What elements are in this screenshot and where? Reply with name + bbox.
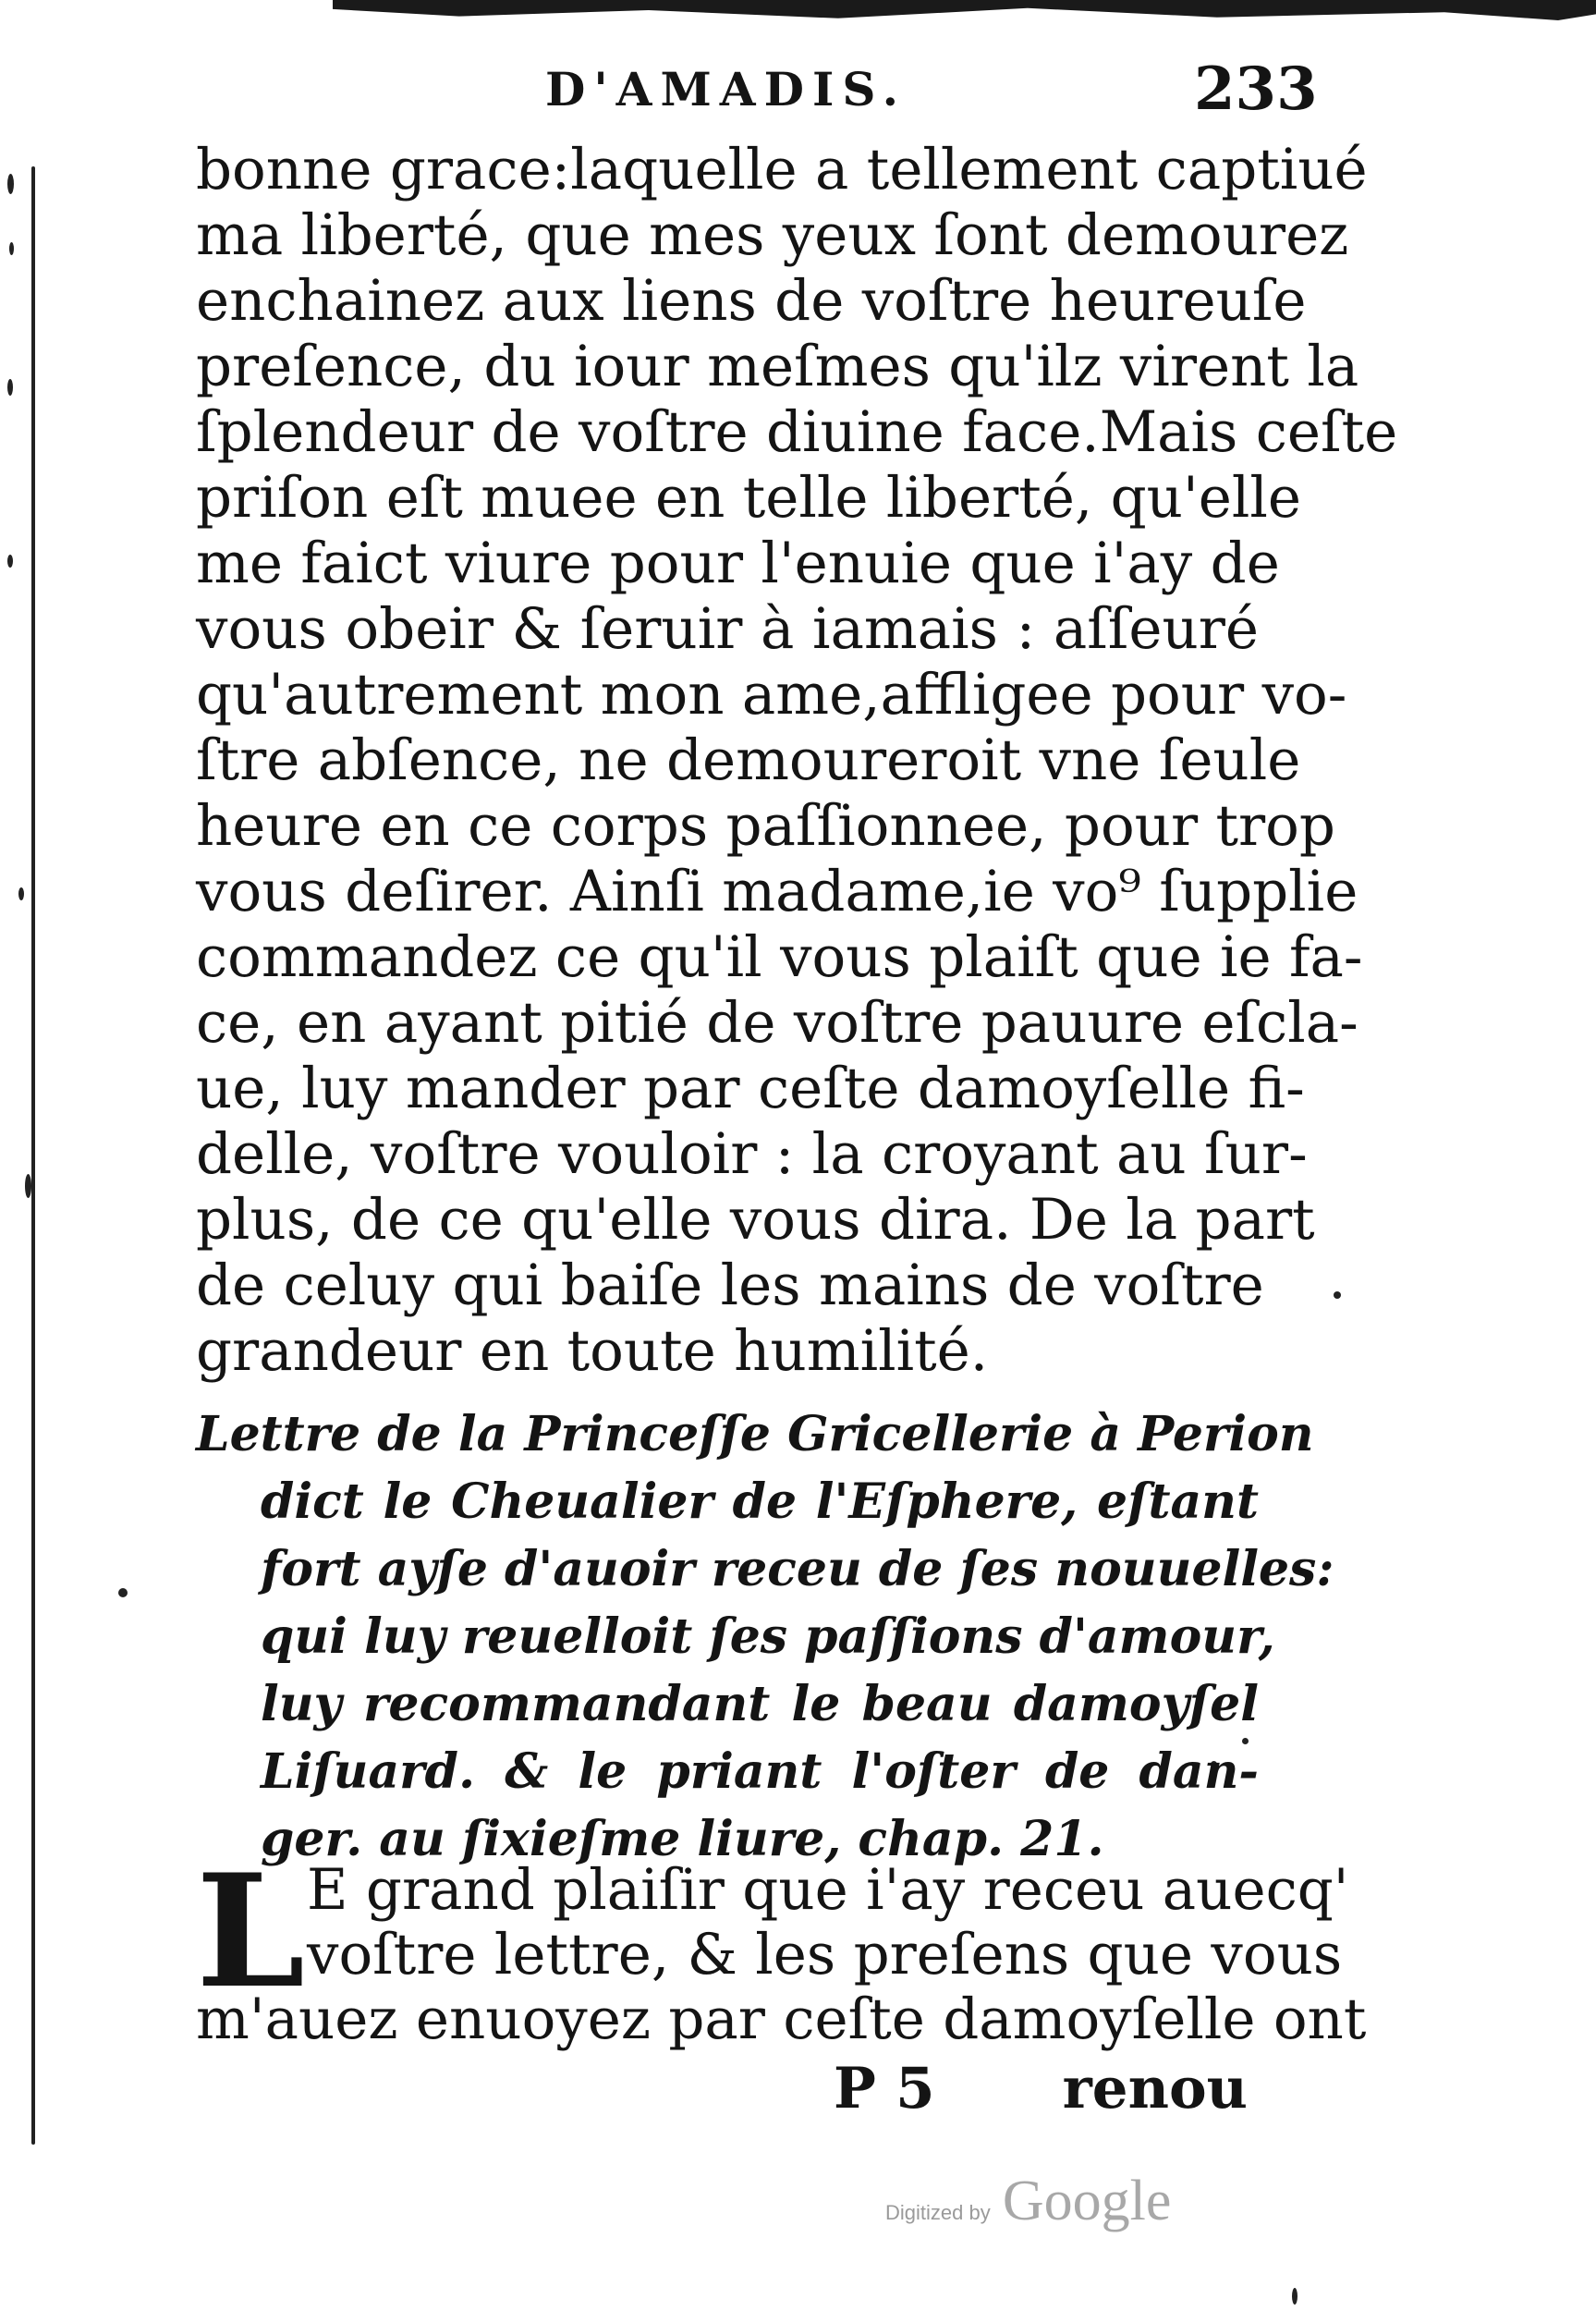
margin-speck bbox=[9, 242, 14, 255]
letter-heading bbox=[196, 1400, 1334, 1873]
running-title: D'AMADIS. bbox=[545, 62, 908, 116]
margin-speck bbox=[118, 1588, 128, 1597]
text-line: preſence, du iour meſmes qu'ilz virent la bbox=[196, 334, 1359, 399]
drop-cap: L bbox=[196, 1840, 306, 2023]
google-logo: Google bbox=[1002, 2170, 1172, 2232]
text-line: vous obeir & ſeruir à iamais : aſſeuré bbox=[196, 596, 1259, 662]
letter-body bbox=[196, 1840, 1367, 2052]
watermark-prefix: Digitized by bbox=[885, 2201, 991, 2224]
heading-line: dict le Cheualier de l'Eſphere, eſtant bbox=[261, 1473, 1259, 1530]
text-line: heure en ce corps paſſionnee, pour trop bbox=[196, 793, 1335, 859]
margin-speck bbox=[25, 1174, 31, 1198]
text-line: vous deſirer. Ainſi madame,ie vo⁹ ſupplie bbox=[196, 859, 1358, 924]
text-line: ſtre abſence, ne demoureroit vne ſeule bbox=[196, 728, 1301, 793]
letter-line: m'auez enuoyez par ceſte damoyſelle ont bbox=[196, 1987, 1367, 2052]
heading-line: Liſuard. & le priant l'oſter de dan- bbox=[261, 1743, 1259, 1800]
digitized-watermark bbox=[885, 2169, 1171, 2243]
heading-line: Lettre de la Princeſſe Gricellerie à Perion bbox=[196, 1406, 1314, 1462]
heading-line: luy recommandant le beau damoyſel bbox=[261, 1676, 1259, 1732]
text-line: ſplendeur de voſtre diuine face.Mais ceſte bbox=[196, 399, 1398, 465]
text-line: de celuy qui baiſe les mains de voſtre bbox=[196, 1253, 1264, 1318]
margin-speck bbox=[1292, 2288, 1298, 2305]
catchword: renou bbox=[1062, 2056, 1248, 2121]
text-line: ue, luy mander par ceſte damoyſelle fi- bbox=[196, 1056, 1305, 1121]
text-line: ce, en ayant pitié de voſtre pauure eſcla- bbox=[196, 990, 1358, 1056]
signature-mark: P 5 bbox=[834, 2056, 935, 2121]
text-line: ma liberté, que mes yeux ſont demourez bbox=[196, 202, 1349, 268]
text-line: me faict viure pour l'enuie que i'ay de bbox=[196, 531, 1280, 596]
margin-speck bbox=[18, 887, 24, 900]
margin-speck bbox=[7, 379, 13, 396]
text-line: grandeur en toute humilité. bbox=[196, 1318, 989, 1384]
scan-top-edge bbox=[333, 0, 1596, 20]
heading-line: qui luy reuelloit ſes paſſions d'amour, bbox=[261, 1608, 1275, 1665]
text-line: qu'autrement mon ame,affligee pour vo- bbox=[196, 662, 1347, 728]
heading-line: fort ayſe d'auoir receu de ſes nouuelles: bbox=[261, 1541, 1334, 1597]
text-line: commandez ce qu'il vous plaiſt que ie fa- bbox=[196, 924, 1363, 990]
letter-line: voſtre lettre, & les preſens que vous bbox=[307, 1922, 1343, 1987]
text-line: enchainez aux liens de voſtre heureuſe bbox=[196, 268, 1307, 334]
margin-speck bbox=[7, 555, 13, 568]
running-head bbox=[0, 57, 1596, 122]
text-line: plus, de ce qu'elle vous dira. De la part bbox=[196, 1187, 1315, 1253]
catchline bbox=[196, 2057, 1259, 2121]
body-text bbox=[196, 137, 1398, 1384]
binding-edge-rule bbox=[31, 166, 35, 2145]
text-line: delle, voſtre vouloir : la croyant au ſur- bbox=[196, 1121, 1308, 1187]
margin-speck bbox=[7, 174, 14, 194]
text-line: priſon eſt muee en telle liberté, qu'elle bbox=[196, 465, 1301, 531]
page-number: 233 bbox=[1194, 55, 1318, 124]
margin-speck bbox=[1334, 1291, 1341, 1299]
letter-line: E grand plaiſir que i'ay receu auecq' bbox=[307, 1857, 1349, 1923]
heading-line: ger. au ſixieſme liure, chap. 21. bbox=[261, 1811, 1104, 1867]
text-line: bonne grace:laquelle a tellement captiué bbox=[196, 137, 1368, 202]
